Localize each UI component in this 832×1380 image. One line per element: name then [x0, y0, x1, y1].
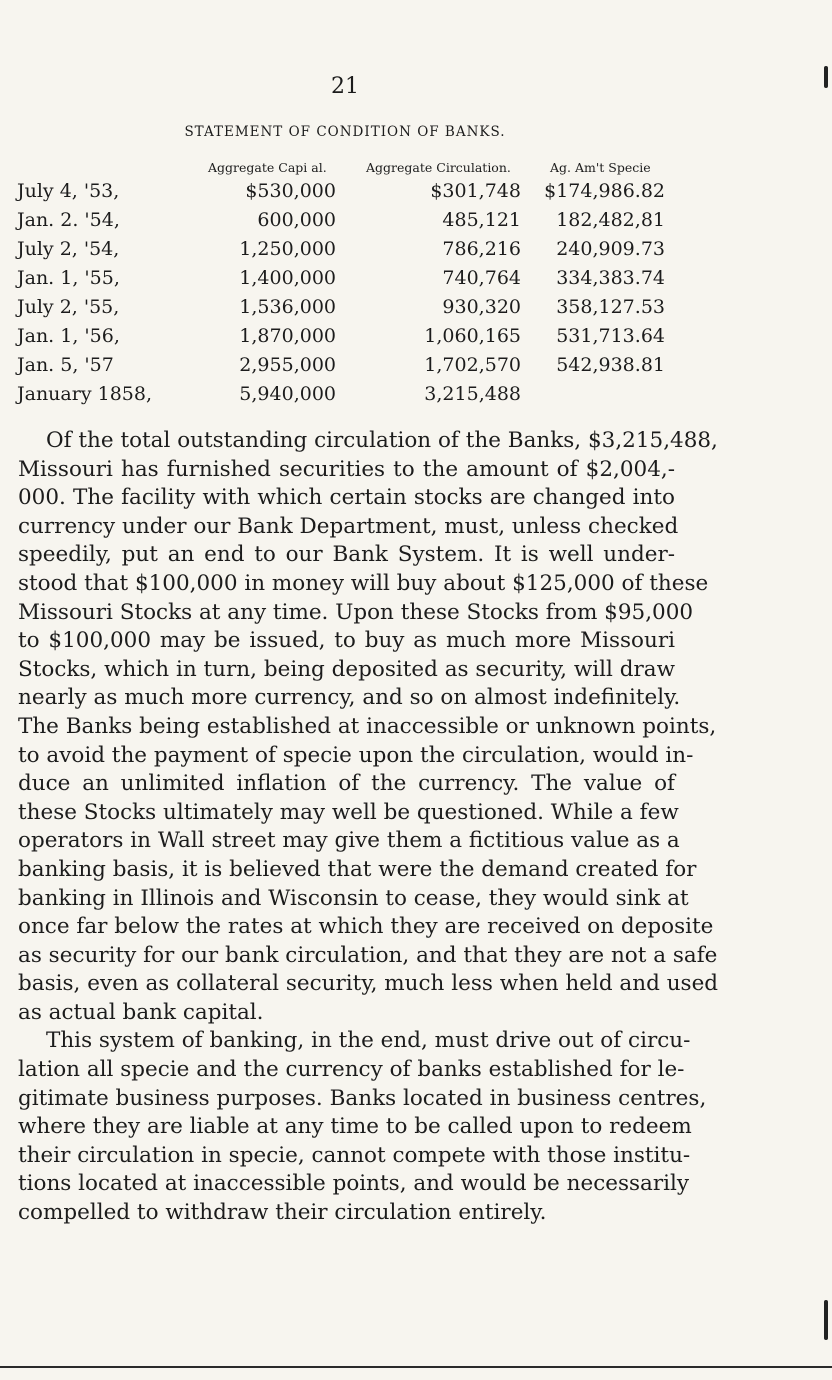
- row-date: Jan. 1, '55,: [17, 267, 120, 289]
- text-line: compelled to withdraw their circulation entirely.: [18, 1200, 547, 1226]
- row-circulation: $301,748: [430, 180, 521, 202]
- text-line: This system of banking, in the end, must drive out of circu-: [46, 1028, 691, 1054]
- bank-statement-table: [0, 176, 832, 408]
- table-row: [0, 263, 832, 292]
- row-date: July 2, '54,: [17, 238, 120, 260]
- text-line: as security for our bank circulation, and that they are not a safe: [18, 942, 718, 968]
- row-specie: 334,383.74: [556, 267, 665, 289]
- scan-edge-mark: [824, 66, 828, 88]
- row-capital: 5,940,000: [239, 383, 336, 405]
- text-line: to $100,000 may be issued, to buy as much more Missouri: [18, 628, 675, 654]
- row-capital: 1,400,000: [239, 267, 336, 289]
- text-line: Missouri Stocks at any time. Upon these Stocks from $95,000: [18, 599, 694, 625]
- table-row: [0, 234, 832, 263]
- row-date: Jan. 5, '57: [17, 354, 114, 376]
- text-line: as actual bank capital.: [18, 999, 264, 1025]
- row-circulation: 786,216: [442, 238, 521, 260]
- row-circulation: 3,215,488: [424, 383, 521, 405]
- row-circulation: 1,702,570: [424, 354, 521, 376]
- text-line: Stocks, which in turn, being deposited as security, will draw: [18, 656, 675, 682]
- row-date: Jan. 1, '56,: [17, 325, 120, 347]
- text-line: banking in Illinois and Wisconsin to cease, they would sink at: [18, 885, 689, 911]
- table-row: [0, 350, 832, 379]
- text-line: nearly as much more currency, and so on almost indefinitely.: [18, 685, 681, 711]
- text-line: Of the total outstanding circulation of the Banks, $3,215,488,: [46, 428, 718, 453]
- text-line: these Stocks ultimately may well be questioned. While a few: [18, 799, 679, 825]
- row-capital: $530,000: [245, 180, 336, 202]
- row-specie: $174,986.82: [544, 180, 665, 202]
- page-number: 21: [331, 74, 359, 99]
- row-circulation: 930,320: [442, 296, 521, 318]
- text-line: their circulation in specie, cannot compete with those institu-: [18, 1142, 691, 1168]
- row-capital: 1,870,000: [239, 325, 336, 347]
- text-line: where they are liable at any time to be called upon to redeem: [18, 1114, 692, 1140]
- row-capital: 600,000: [257, 209, 336, 231]
- row-date: January 1858,: [17, 383, 152, 405]
- text-line: 000. The facility with which certain stocks are changed into: [18, 485, 675, 511]
- row-specie: 182,482,81: [556, 209, 665, 231]
- text-line: lation all specie and the currency of banks established for le-: [18, 1057, 685, 1083]
- row-capital: 2,955,000: [239, 354, 336, 376]
- text-line: duce an unlimited inflation of the currency. The value of: [18, 771, 675, 797]
- table-row: [0, 321, 832, 350]
- row-date: Jan. 2. '54,: [17, 209, 120, 231]
- table-row: [0, 205, 832, 234]
- row-specie: 358,127.53: [556, 296, 665, 318]
- row-circulation: 1,060,165: [424, 325, 521, 347]
- text-line: stood that $100,000 in money will buy about $125,000 of these: [18, 570, 709, 596]
- paragraph: [18, 1027, 707, 1227]
- header-aggregate-circulation: Aggregate Circulation.: [366, 160, 511, 175]
- table-row: [0, 379, 832, 408]
- paragraph: [18, 427, 719, 1027]
- text-line: gitimate business purposes. Banks located in business centres,: [18, 1085, 707, 1111]
- row-specie: 542,938.81: [556, 354, 665, 376]
- row-capital: 1,536,000: [239, 296, 336, 318]
- table-row: [0, 176, 832, 205]
- text-line: banking basis, it is believed that were the demand created for: [18, 856, 697, 882]
- row-circulation: 485,121: [442, 209, 521, 231]
- header-specie: Ag. Am't Specie: [550, 160, 651, 175]
- header-aggregate-capital: Aggregate Capi al.: [208, 160, 327, 175]
- text-line: basis, even as collateral security, much less when held and used: [18, 971, 719, 997]
- text-line: once far below the rates at which they are received on deposite: [18, 914, 714, 940]
- text-line: The Banks being established at inaccessible or unknown points,: [18, 713, 717, 739]
- scan-edge-mark: [824, 1300, 828, 1340]
- text-line: speedily, put an end to our Bank System. It is well under-: [18, 542, 675, 568]
- row-date: July 4, '53,: [17, 180, 120, 202]
- table-row: [0, 292, 832, 321]
- page-bottom-edge: [0, 1366, 832, 1368]
- row-circulation: 740,764: [442, 267, 521, 289]
- table-title: STATEMENT OF CONDITION OF BANKS.: [184, 124, 506, 140]
- text-line: currency under our Bank Department, must, unless checked: [18, 513, 679, 539]
- text-line: operators in Wall street may give them a fictitious value as a: [18, 828, 680, 854]
- text-line: Missouri has furnished securities to the amount of $2,004,-: [18, 456, 675, 482]
- text-line: to avoid the payment of specie upon the circulation, would in-: [18, 742, 694, 768]
- text-line: tions located at inaccessible points, and would be necessarily: [18, 1171, 690, 1197]
- row-date: July 2, '55,: [17, 296, 120, 318]
- body-text: [18, 427, 719, 1228]
- row-specie: 531,713.64: [556, 325, 665, 347]
- row-capital: 1,250,000: [239, 238, 336, 260]
- row-specie: 240,909.73: [556, 238, 665, 260]
